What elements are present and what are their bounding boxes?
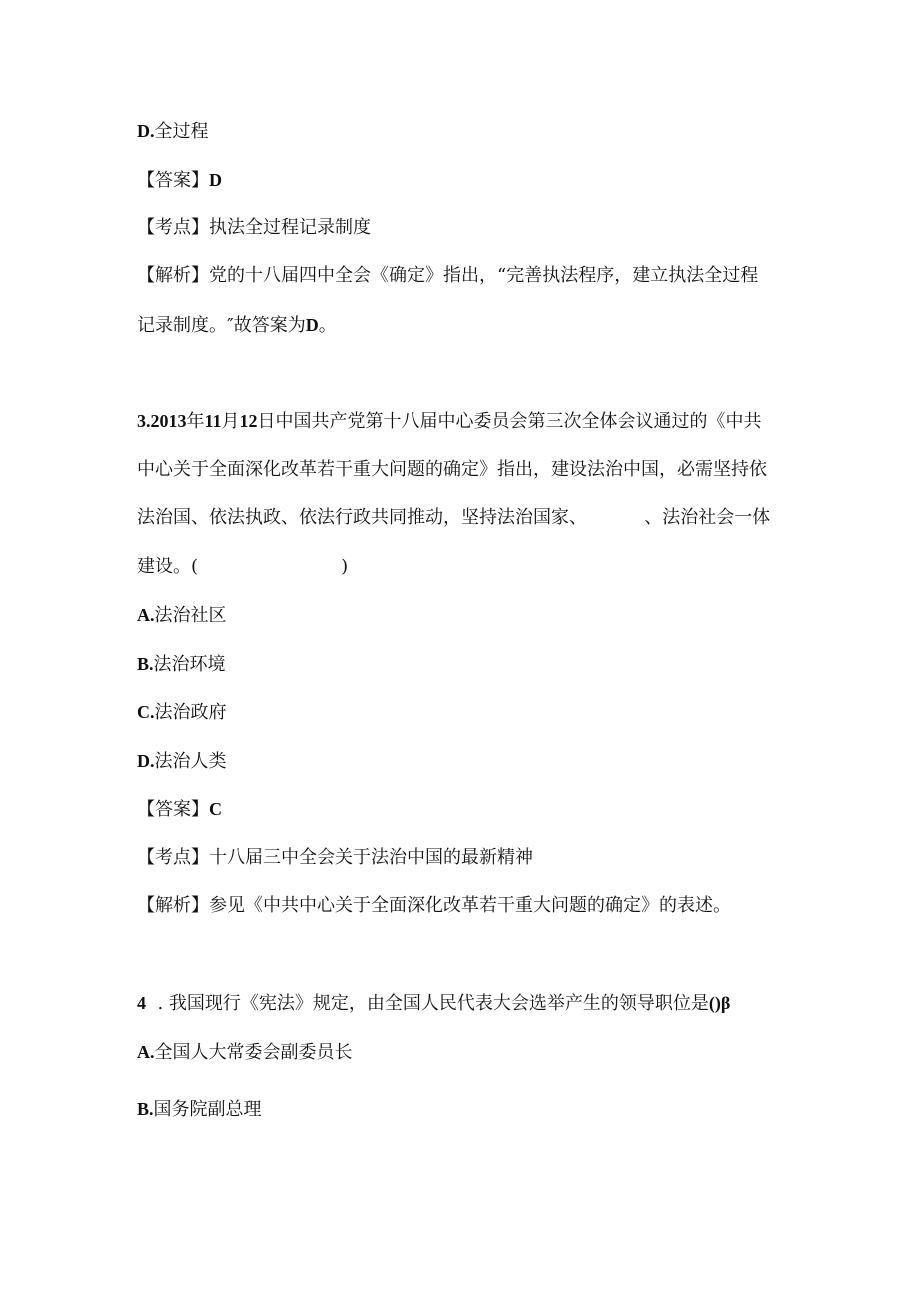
- stem-month-unit: 月: [221, 411, 240, 432]
- question-number: 4: [137, 993, 146, 1013]
- answer-value: D: [209, 170, 222, 190]
- q3-option-a: [137, 603, 227, 628]
- option-text: 全过程: [154, 121, 209, 142]
- analysis-text: 记录制度。″故答案为: [137, 315, 306, 336]
- q3-option-b: [137, 652, 226, 677]
- q4-option-a: [137, 1040, 353, 1065]
- option-letter: A.: [137, 605, 155, 625]
- topic-text: 执法全过程记录制度: [209, 217, 371, 238]
- option-text: 法治社区: [154, 605, 227, 626]
- option-letter: B.: [137, 654, 154, 674]
- stem-text: 日中国共产党第十八届中心委员会第三次全体会议通过的《中共: [257, 411, 762, 432]
- option-text: 法治环境: [153, 654, 226, 675]
- option-letter: D.: [137, 751, 155, 771]
- q3-option-c: [137, 700, 227, 725]
- answer-label: 【答案】: [137, 170, 209, 191]
- q3-answer: [137, 797, 222, 822]
- analysis-text: 参见《中共中心关于全面深化改革若干重大问题的确定》的表述。: [209, 895, 731, 916]
- analysis-answer-value: D: [305, 315, 319, 335]
- topic-label: 【考点】: [137, 847, 209, 868]
- option-text: 国务院副总理: [153, 1099, 262, 1120]
- q2-analysis-line1: [137, 264, 758, 288]
- q3-stem-line1: [137, 409, 762, 434]
- q3-option-d: [137, 749, 227, 774]
- option-text: 全国人大常委会副委员长: [154, 1042, 353, 1063]
- stem-day: 12: [239, 411, 258, 431]
- q4-stem: [137, 991, 730, 1016]
- q3-analysis: [137, 894, 731, 918]
- q2-answer: [137, 168, 222, 193]
- q2-topic: [137, 216, 371, 240]
- q2-option-d: [137, 119, 209, 144]
- option-letter: B.: [137, 1099, 154, 1119]
- stem-text: . 我国现行《宪法》规定，由全国人民代表大会选举产生的领导职位是: [146, 993, 709, 1014]
- stem-end: ()β: [708, 993, 731, 1013]
- analysis-text: 党的十八届四中全会《确定》指出，“完善执法程序，建立执法全过程: [209, 265, 759, 286]
- stem-year: 2013: [150, 411, 187, 431]
- q3-topic: [137, 846, 533, 870]
- q2-analysis-line2: [137, 313, 337, 338]
- option-letter: D.: [137, 121, 155, 141]
- analysis-label: 【解析】: [137, 895, 209, 916]
- stem-month: 11: [204, 411, 222, 431]
- q3-stem-line4: 建设。( ): [137, 556, 349, 577]
- option-letter: C.: [137, 702, 155, 722]
- analysis-end: 。: [318, 315, 337, 336]
- option-letter: A.: [137, 1042, 155, 1062]
- question-number: 3.: [137, 411, 151, 431]
- q3-stem-line2: 中心关于全面深化改革若干重大问题的确定》指出，建设法治中国，必需坚持依: [137, 459, 767, 480]
- q4-option-b: [137, 1097, 262, 1122]
- answer-label: 【答案】: [137, 799, 209, 820]
- option-text: 法治政府: [154, 702, 227, 723]
- topic-text: 十八届三中全会关于法治中国的最新精神: [209, 847, 533, 868]
- option-text: 法治人类: [154, 751, 227, 772]
- stem-year-unit: 年: [186, 411, 205, 432]
- topic-label: 【考点】: [137, 217, 209, 238]
- analysis-label: 【解析】: [137, 265, 209, 286]
- q3-stem-line3: 法治国、依法执政、依法行政共同推动，坚持法治国家、 、法治社会一体: [137, 507, 771, 528]
- answer-value: C: [209, 799, 222, 819]
